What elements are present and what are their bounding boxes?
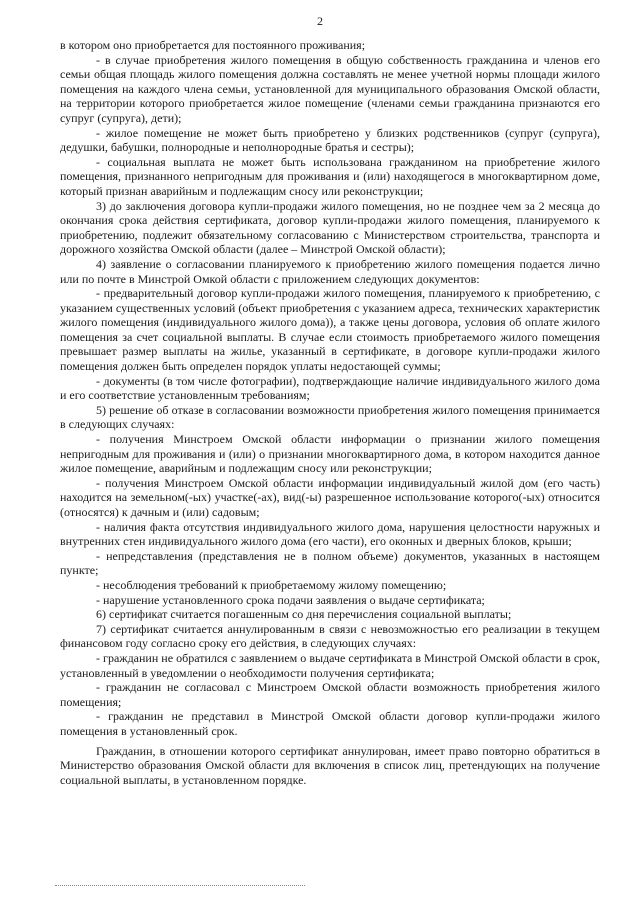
paragraph: 4) заявление о согласовании планируемого к приобретению жилого помещения подается лично или по почте в Минстрой Омкой области с приложением следующих документов:	[60, 256, 600, 286]
document-body	[60, 38, 600, 787]
paragraph: - социальная выплата не может быть использована гражданином на приобретение жилого помещения, признанного непригодным для проживания и (или) находящегося в многоквартирном доме, который признан аварийным и подлежащим сносу или реконструкции;	[60, 154, 600, 198]
footer-divider	[55, 885, 305, 886]
paragraph: - в случае приобретения жилого помещения в общую собственность гражданина и членов его семьи общая площадь жилого помещения должна составлять не менее учетной нормы площади жилого помещения на каждого члена семьи, установленной для муниципального образования Омской области, на территории которого приобретается жилое помещение (членами семьи гражданина признаются его супруг (супруга), дети);	[60, 52, 600, 125]
paragraph: - гражданин не обратился с заявлением о выдаче сертификата в Минстрой Омской области в срок, установленный в уведомлении о необходимости получения сертификата;	[60, 650, 600, 680]
paragraph: - получения Минстроем Омской области информации о признании жилого помещения непригодным для проживания и (или) о признании многоквартирного дома, в котором находится данное жилое помещение, аварийным и подлежащим сносу или реконструкции;	[60, 432, 600, 476]
paragraph: - гражданин не представил в Минстрой Омской области договор купли-продажи жилого помещения в установленный срок.	[60, 709, 600, 738]
paragraph: 6) сертификат считается погашенным со дня перечисления социальной выплаты;	[96, 607, 512, 622]
paragraph: - несоблюдения требований к приобретаемому жилому помещению;	[96, 577, 447, 592]
paragraph: 5) решение об отказе в согласовании возможности приобретения жилого помещения принимается в следующих случаях:	[60, 402, 600, 432]
paragraph: в котором оно приобретается для постоянного проживания;	[60, 38, 366, 52]
paragraph: - непредставления (представления не в полном объеме) документов, указанных в настоящем пункте;	[60, 548, 600, 578]
paragraph: 3) до заключения договора купли-продажи жилого помещения, но не позднее чем за 2 месяца до окончания срока действия сертификата, договор купли-продажи жилого помещения, планируемого к приобретению, подлежит обязательному согласованию с Министерством строительства, транспорта и дорожного хозяйства Омской области (далее – Минстрой Омской области);	[60, 198, 600, 257]
paragraph: - гражданин не согласовал с Минстроем Омской области возможность приобретения жилого помещения;	[60, 680, 600, 709]
paragraph: - наличия факта отсутствия индивидуального жилого дома, нарушения целостности наружных и внутренних стен индивидуального жилого дома (его части), его оконных и дверных блоков, крыши;	[60, 519, 600, 549]
paragraph: - жилое помещение не может быть приобретено у близких родственников (супруг (супруга), дедушки, бабушки, полнородные и неполнородные братья и сестры);	[60, 125, 600, 155]
paragraph: - нарушение установленного срока подачи заявления о выдаче сертификата;	[96, 592, 485, 607]
paragraph: - предварительный договор купли-продажи жилого помещения, планируемого к приобретению, с указанием существенных условий (объект приобретения с указанием адреса, технических характеристик жилого помещения (индивидуального жилого дома)), а также цены договора, условия об оплате жилого помещения за счет социальной выплаты. В случае если стоимость приобретаемого жилого помещения превышает размер выплаты на жилье, указанный в сертификате, в договоре купли-продажи жилого помещения должен быть определен порядок уплаты недостающей суммы;	[60, 286, 600, 374]
page-number: 2	[317, 14, 323, 28]
paragraph: - получения Минстроем Омской области информации индивидуальный жилой дом (его часть) находится на земельном(-ых) участке(-ах), вид(-ы) разрешенное использование которого(-ых) относится (относятся) к дачным и (или) садовым;	[60, 475, 600, 519]
paragraph: - документы (в том числе фотографии), подтверждающие наличие индивидуального жилого дома и его соответствие установленным требованиям;	[60, 373, 600, 403]
paragraph: 7) сертификат считается аннулированным в связи с невозможностью его реализации в текущем финансовом году согласно сроку его действия, в следующих случаях:	[60, 621, 600, 651]
paragraph: Гражданин, в отношении которого сертификат аннулирован, имеет право повторно обратиться в Министерство образования Омской области для включения в список лиц, претендующих на получение социальной выплаты, в установленном порядке.	[60, 743, 600, 787]
